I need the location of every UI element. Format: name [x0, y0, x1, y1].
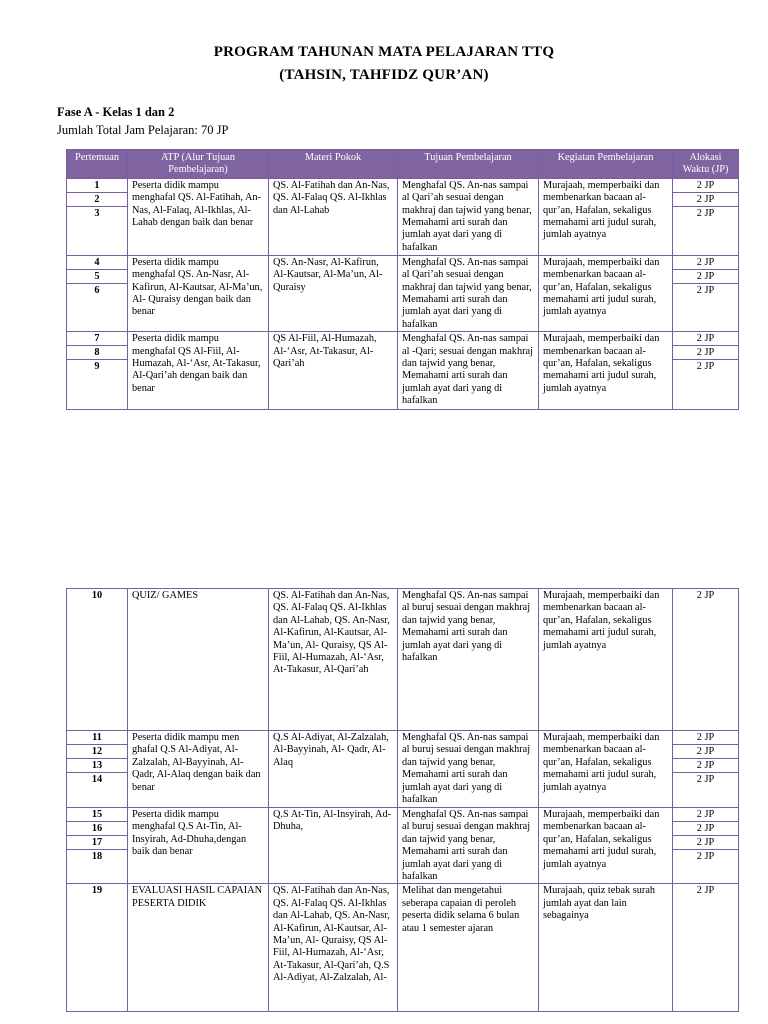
alokasi-value: 2 JP — [696, 851, 715, 862]
cell-kegiatan: Murajaah, memperbaiki dan membenarkan bacaan al-qur’an, Hafalan, sekaligus memahami arti judul surah, jumlah ayatnya — [539, 255, 673, 331]
cell-kegiatan: Murajaah, memperbaiki dan membenarkan bacaan al-qur’an, Hafalan, sekaligus memahami arti judul surah, jumlah ayatnya — [539, 808, 673, 884]
pertemuan-number: 12 — [67, 745, 127, 759]
cell-atp: Peserta didik mampu menghafal QS. Al-Fatihah, An-Nas, Al-Falaq, Al-Ikhlas, Al-Lahab dengan baik dan benar — [128, 178, 269, 255]
alokasi-value: 2 JP — [673, 759, 738, 773]
cell-materi: QS. An-Nasr, Al-Kafirun, Al-Kautsar, Al-Ma’un, Al-Quraisy — [269, 255, 398, 331]
alokasi-value: 2 JP — [673, 745, 738, 759]
pertemuan-number: 5 — [67, 270, 127, 284]
pertemuan-number: 3 — [94, 207, 100, 219]
cell-tujuan: Menghafal QS. An-nas sampai al buruj sesuai dengan makhraj dan tajwid yang benar, Memahami arti surah dan jumlah ayat dari yang di hafalkan — [398, 808, 539, 884]
header-tujuan: Tujuan Pembelajaran — [398, 150, 539, 179]
total-hours-label: Jumlah Total Jam Pelajaran: 70 JP — [57, 123, 229, 137]
alokasi-value: 2 JP — [673, 193, 738, 207]
cell-tujuan: Menghafal QS. An-nas sampai al Qari’ah sesuai dengan makhraj dan tajwid yang benar, Memahami arti surah dan jumlah ayat dari yang di hafalkan — [398, 178, 539, 255]
table-row — [67, 884, 739, 1012]
program-table-page-2 — [66, 588, 739, 1012]
cell-pertemuan — [67, 884, 128, 1012]
cell-pertemuan — [67, 178, 128, 255]
header-kegiatan: Kegiatan Pembelajaran — [539, 150, 673, 179]
pertemuan-number: 13 — [67, 759, 127, 773]
pertemuan-number: 16 — [67, 822, 127, 836]
cell-atp: Peserta didik mampu menghafal QS. An-Nasr, Al-Kafirun, Al-Kautsar, Al-Ma’un, Al- Quraisy dengan baik dan benar — [128, 255, 269, 331]
cell-kegiatan: Murajaah, quiz tebak surah jumlah ayat dan lain sebagainya — [539, 884, 673, 1012]
alokasi-value: 2 JP — [696, 361, 715, 373]
header-atp: ATP (Alur Tujuan Pembelajaran) — [128, 150, 269, 179]
program-table-page-1 — [66, 149, 739, 410]
cell-tujuan: Menghafal QS. An-nas sampai al buruj sesuai dengan makhraj dan tajwid yang benar, Memahami arti surah dan jumlah ayat dari yang di hafalkan — [398, 589, 539, 731]
header-materi: Materi Pokok — [269, 150, 398, 179]
alokasi-value: 2 JP — [696, 590, 715, 601]
alokasi-value: 2 JP — [696, 284, 715, 296]
table-header-row — [67, 150, 739, 179]
pertemuan-number: 6 — [94, 284, 100, 296]
fase-label: Fase A - Kelas 1 dan 2 — [57, 105, 175, 119]
pertemuan-number: 18 — [91, 851, 103, 862]
cell-tujuan: Melihat dan mengetahui seberapa capaian di peroleh peserta didik selama 6 bulan atau 1 semester ajaran — [398, 884, 539, 1012]
cell-materi: Q.S Al-Adiyat, Al-Zalzalah, Al-Bayyinah, Al- Qadr, Al-Alaq — [269, 731, 398, 808]
cell-atp: EVALUASI HASIL CAPAIAN PESERTA DIDIK — [128, 884, 269, 1012]
alokasi-value: 2 JP — [673, 808, 738, 822]
cell-tujuan: Menghafal QS. An-nas sampai al -Qari; sesuai dengan makhraj dan tajwid yang benar, Memahami arti surah dan jumlah ayat dari yang di hafalkan — [398, 332, 539, 410]
pertemuan-number: 17 — [67, 836, 127, 850]
document-subtitle: (TAHSIN, TAHFIDZ QUR’AN) — [279, 67, 489, 83]
pertemuan-number: 9 — [94, 361, 100, 373]
alokasi-value: 2 JP — [696, 207, 715, 219]
pertemuan-number: 14 — [91, 774, 103, 785]
pertemuan-number: 8 — [67, 346, 127, 360]
table-row — [67, 589, 739, 731]
cell-atp: QUIZ/ GAMES — [128, 589, 269, 731]
cell-pertemuan — [67, 589, 128, 731]
pertemuan-number: 1 — [67, 179, 127, 193]
pertemuan-number: 15 — [67, 808, 127, 822]
cell-alokasi — [673, 255, 739, 331]
pertemuan-number: 2 — [67, 193, 127, 207]
alokasi-value: 2 JP — [673, 332, 738, 346]
cell-pertemuan — [67, 332, 128, 410]
cell-materi: QS. Al-Fatihah dan An-Nas, QS. Al-Falaq QS. Al-Ikhlas dan Al-Lahab, QS. An-Nasr, Al-Kafirun, Al-Kautsar, Al-Ma’un, Al- Quraisy, QS Al-Fiil, Al-Humazah, Al-‘Asr, At-Takasur, Al-Qari’ah, Q.S Al-Adiyat, Al-Zalzalah, Al- — [269, 884, 398, 1012]
alokasi-value: 2 JP — [673, 179, 738, 193]
cell-pertemuan — [67, 808, 128, 884]
cell-atp: Peserta didik mampu menghafal Q.S At-Tin, Al-Insyirah, Ad-Dhuha,dengan baik dan benar — [128, 808, 269, 884]
table-row — [67, 808, 739, 884]
cell-alokasi — [673, 884, 739, 1012]
pertemuan-number: 11 — [67, 731, 127, 745]
cell-materi: QS. Al-Fatihah dan An-Nas, QS. Al-Falaq QS. Al-Ikhlas dan Al-Lahab, QS. An-Nasr, Al-Kafirun, Al-Kautsar, Al-Ma’un, Al- Quraisy, QS Al-Fiil, Al-Humazah, Al-‘Asr, At-Takasur, Al-Qari’ah — [269, 589, 398, 731]
cell-pertemuan — [67, 731, 128, 808]
cell-kegiatan: Murajaah, memperbaiki dan membenarkan bacaan al-qur’an, Hafalan, sekaligus memahami arti judul surah, jumlah ayatnya — [539, 731, 673, 808]
cell-alokasi — [673, 808, 739, 884]
cell-alokasi — [673, 731, 739, 808]
table-row — [67, 332, 739, 410]
cell-pertemuan — [67, 255, 128, 331]
pertemuan-number: 19 — [91, 885, 103, 897]
cell-materi: QS Al-Fiil, Al-Humazah, Al-‘Asr, At-Takasur, Al-Qari’ah — [269, 332, 398, 410]
cell-alokasi — [673, 589, 739, 731]
pertemuan-number: 10 — [91, 590, 103, 601]
table-row — [67, 731, 739, 808]
cell-atp: Peserta didik mampu men ghafal Q.S Al-Adiyat, Al-Zalzalah, Al-Bayyinah, Al-Qadr, Al-Alaq dengan baik dan benar — [128, 731, 269, 808]
alokasi-value: 2 JP — [673, 256, 738, 270]
header-alokasi: Alokasi Waktu (JP) — [673, 150, 739, 179]
cell-kegiatan: Murajaah, memperbaiki dan membenarkan bacaan al-qur’an, Hafalan, sekaligus memahami arti judul surah, jumlah ayatnya — [539, 589, 673, 731]
cell-alokasi — [673, 332, 739, 410]
alokasi-value: 2 JP — [696, 774, 715, 785]
cell-tujuan: Menghafal QS. An-nas sampai al buruj sesuai dengan makhraj dan tajwid yang benar, Memahami arti surah dan jumlah ayat dari yang di hafalkan — [398, 731, 539, 808]
alokasi-value: 2 JP — [673, 270, 738, 284]
alokasi-value: 2 JP — [673, 836, 738, 850]
cell-kegiatan: Murajaah, memperbaiki dan membenarkan bacaan al-qur’an, Hafalan, sekaligus memahami arti judul surah, jumlah ayatnya — [539, 332, 673, 410]
cell-materi: Q.S At-Tin, Al-Insyirah, Ad-Dhuha, — [269, 808, 398, 884]
header-pertemuan: Pertemuan — [67, 150, 128, 179]
pertemuan-number: 7 — [67, 332, 127, 346]
cell-atp: Peserta didik mampu menghafal QS Al-Fiil, Al-Humazah, Al-‘Asr, At-Takasur, Al-Qari’ah dengan baik dan benar — [128, 332, 269, 410]
alokasi-value: 2 JP — [696, 885, 715, 897]
table-row — [67, 255, 739, 331]
cell-kegiatan: Murajaah, memperbaiki dan membenarkan bacaan al-qur’an, Hafalan, sekaligus memahami arti judul surah, jumlah ayatnya — [539, 178, 673, 255]
pertemuan-number: 4 — [67, 256, 127, 270]
cell-alokasi — [673, 178, 739, 255]
cell-tujuan: Menghafal QS. An-nas sampai al Qari’ah sesuai dengan makhraj dan tajwid yang benar, Memahami arti surah dan jumlah ayat dari yang di hafalkan — [398, 255, 539, 331]
cell-materi: QS. Al-Fatihah dan An-Nas, QS. Al-Falaq QS. Al-Ikhlas dan Al-Lahab — [269, 178, 398, 255]
alokasi-value: 2 JP — [673, 731, 738, 745]
alokasi-value: 2 JP — [673, 822, 738, 836]
table-row — [67, 178, 739, 255]
alokasi-value: 2 JP — [673, 346, 738, 360]
document-title: PROGRAM TAHUNAN MATA PELAJARAN TTQ — [213, 44, 555, 60]
